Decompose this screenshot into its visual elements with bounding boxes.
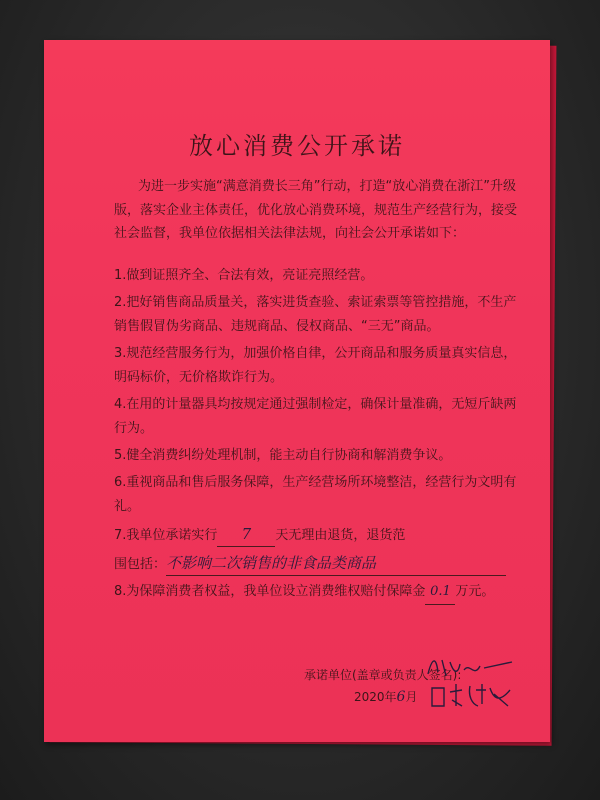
commitment-item-7: [114, 522, 528, 548]
document-title: 放心消费公开承诺: [189, 132, 405, 160]
item7-days-handwritten: 7: [217, 522, 275, 547]
item7-suffix: 天无理由退货，退货范: [275, 528, 406, 543]
commitment-item: 5.健全消费纠纷处理机制，能主动自行协商和解消费争议。: [114, 448, 452, 463]
item7-range-prefix: 围包括：: [114, 557, 167, 572]
commitment-list: [114, 264, 528, 608]
commitment-item-8: [114, 580, 528, 605]
commitment-item: 6.重视商品和售后服务保障，生产经营场所环境整洁，经营行为文明有礼。: [114, 475, 517, 514]
intro-paragraph: 为进一步实施“满意消费长三角”行动，打造“放心消费在浙江”升级版，落实企业主体责任，优化放心消费环境，规范生产经营行为，接受社会监督，我单位依据相关法律法规，向社会公开承诺如下：: [114, 179, 518, 241]
item8-amount-handwritten: 0.1: [425, 580, 455, 605]
commitment-item-7-range: [114, 551, 528, 577]
commitment-sheet: [44, 40, 550, 742]
signature-label: 承诺单位(盖章或负责人签名):: [304, 668, 462, 682]
signature-date: [354, 688, 417, 705]
handwritten-signature: [424, 652, 514, 682]
handwritten-name-signature: [428, 680, 514, 710]
item8-suffix: 万元。: [455, 584, 495, 599]
item8-prefix: 8.为保障消费者权益，我单位设立消费维权赔付保障金: [114, 584, 426, 599]
commitment-item: 4.在用的计量器具均按规定通过强制检定，确保计量准确，无短斤缺两行为。: [114, 397, 517, 436]
date-year: 2020年: [354, 690, 397, 704]
commitment-item: 2.把好销售商品质量关，落实进货查验、索证索票等管控措施，不生产销售假冒伪劣商品、违规商品、侵权商品、“三无”商品。: [114, 295, 517, 334]
commitment-item: 1.做到证照齐全、合法有效，亮证亮照经营。: [114, 268, 374, 283]
commitment-item: 3.规范经营服务行为，加强价格自律，公开商品和服务质量真实信息，明码标价，无价格欺诈行为。: [114, 346, 517, 385]
date-month-handwritten: 6: [396, 689, 406, 705]
item7-range-handwritten: 不影响二次销售的非食品类商品: [166, 551, 506, 576]
item7-prefix: 7.我单位承诺实行: [114, 528, 218, 543]
date-month-suffix: 月: [405, 690, 418, 704]
